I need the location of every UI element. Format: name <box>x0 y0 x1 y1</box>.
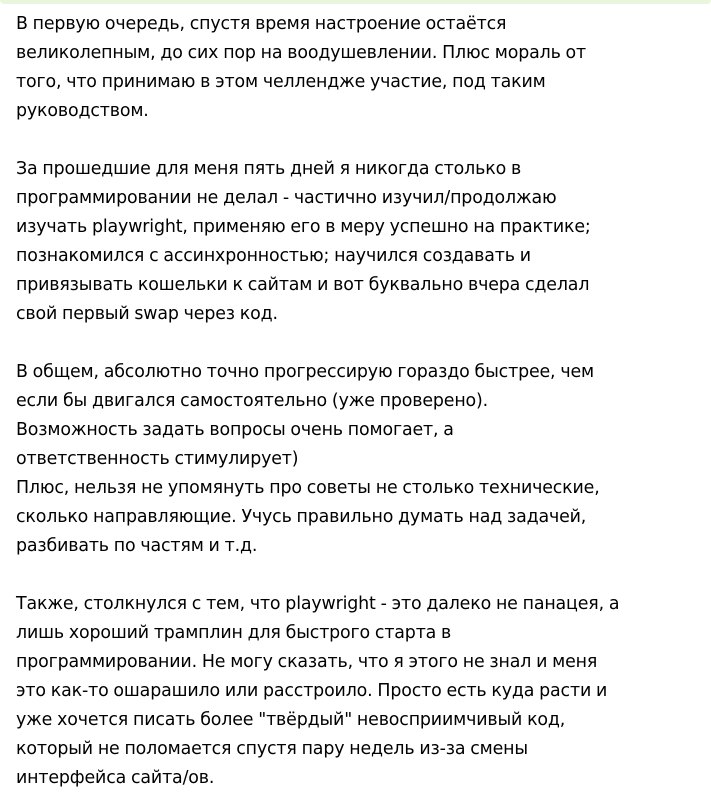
message-bubble-edge <box>0 0 711 4</box>
message-paragraph-4: Также, столкнулся с тем, что playwright - это далеко не панацея, а лишь хороший трамплин для быстрого старта в программировании. Не могу сказать, что я этого не знал и меня это как-то ошарашило или расстроило. Просто есть куда расти и уже хочется писать более "твёрдый" невосприимчивый код, который не поломается спустя пару недель из-за смены интерфейса сайта/ов. <box>16 594 620 788</box>
message-text <box>16 10 700 793</box>
message-paragraph-2: За прошедшие для меня пять дней я никогда столько в программировании не делал - частично изучил/продолжаю изучать playwright, применяю его в меру успешно на практике; познакомился с ассинхронностью; научился создавать и привязывать кошельки к сайтам и вот буквально вчера сделал свой первый swap через код. <box>16 159 591 324</box>
message-paragraph-3: В общем, абсолютно точно прогрессирую гораздо быстрее, чем если бы двигался самостоятельно (уже проверено). Возможность задать вопросы очень помогает, а ответственность стимулирует) Плюс, нельзя не упомянуть про советы не столько технические, сколько направляющие. Учусь правильно думать над задачей, разбивать по частям и т.д. <box>16 362 600 556</box>
message-paragraph-1: В первую очередь, спустя время настроение остаётся великолепным, до сих пор на воодушевлении. Плюс мораль от того, что принимаю в этом челлендже участие, под таким руководством. <box>16 14 587 121</box>
